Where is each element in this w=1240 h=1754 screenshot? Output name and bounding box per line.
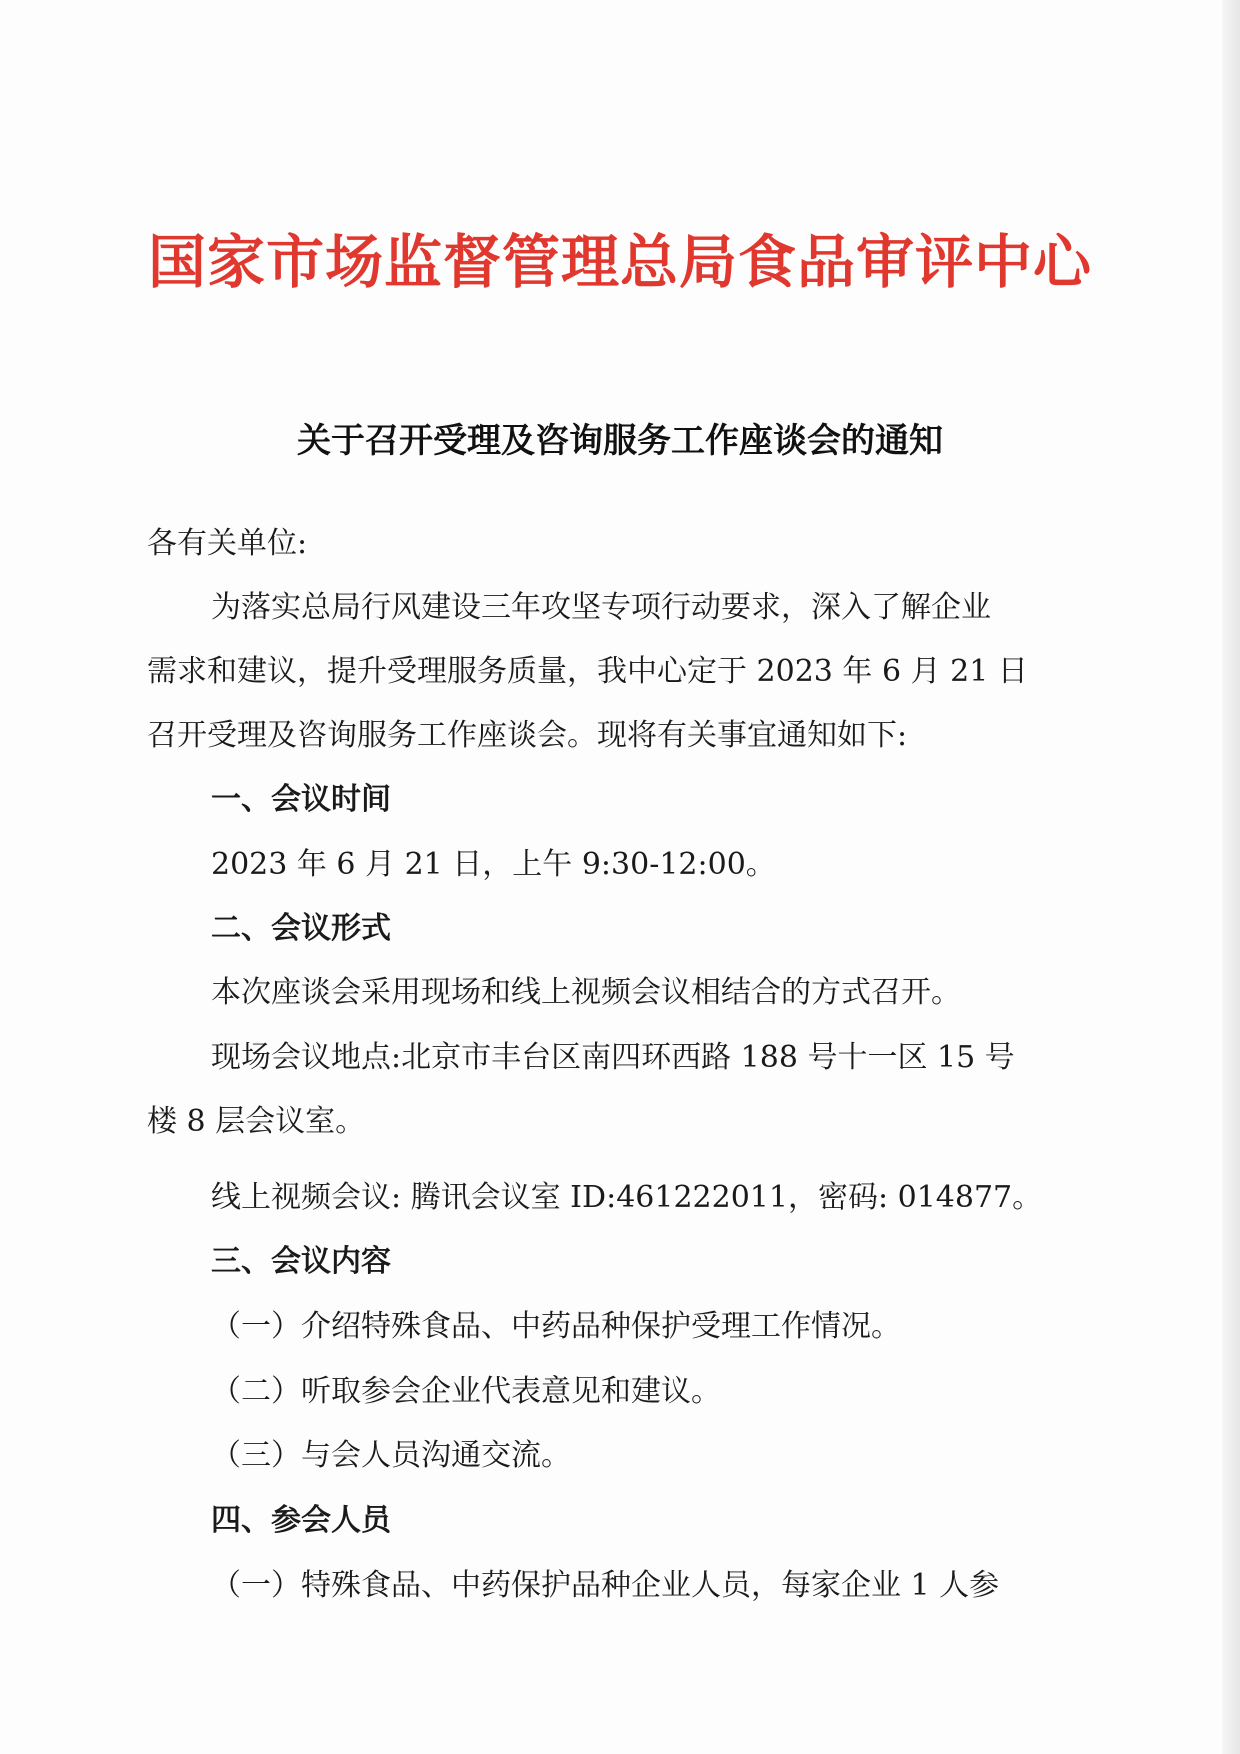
online-meeting-info: 线上视频会议: 腾讯会议室 ID:461222011，密码: 014877。 <box>211 1180 1043 1215</box>
intro-line-2: 需求和建议，提升受理服务质量，我中心定于 2023 年 6 月 21 日 <box>147 654 1028 689</box>
intro-line-3: 召开受理及咨询服务工作座谈会。现将有关事宜通知如下: <box>147 718 908 753</box>
meeting-format-text: 本次座谈会采用现场和线上视频会议相结合的方式召开。 <box>211 975 961 1010</box>
section-heading-meeting-format: 二、会议形式 <box>211 911 391 946</box>
section-heading-meeting-time: 一、会议时间 <box>211 782 391 817</box>
intro-line-1: 为落实总局行风建设三年攻坚专项行动要求，深入了解企业 <box>211 590 991 625</box>
content-item-3: （三）与会人员沟通交流。 <box>211 1438 571 1473</box>
content-item-2: （二）听取参会企业代表意见和建议。 <box>211 1374 721 1409</box>
organization-header: 国家市场监督管理总局食品审评中心 <box>147 228 1092 296</box>
attendees-item-1: （一）特殊食品、中药保护品种企业人员，每家企业 1 人参 <box>211 1568 1000 1603</box>
page-edge-shadow <box>1222 0 1240 1754</box>
salutation: 各有关单位: <box>147 526 308 561</box>
content-item-1: （一）介绍特殊食品、中药品种保护受理工作情况。 <box>211 1309 901 1344</box>
section-heading-attendees: 四、参会人员 <box>211 1503 391 1538</box>
document-title: 关于召开受理及咨询服务工作座谈会的通知 <box>297 421 943 461</box>
section-heading-meeting-content: 三、会议内容 <box>211 1244 391 1279</box>
meeting-time-text: 2023 年 6 月 21 日，上午 9:30-12:00。 <box>211 847 776 882</box>
venue-address-line-2: 楼 8 层会议室。 <box>147 1104 366 1139</box>
venue-address-line-1: 现场会议地点:北京市丰台区南四环西路 188 号十一区 15 号 <box>211 1040 1015 1075</box>
